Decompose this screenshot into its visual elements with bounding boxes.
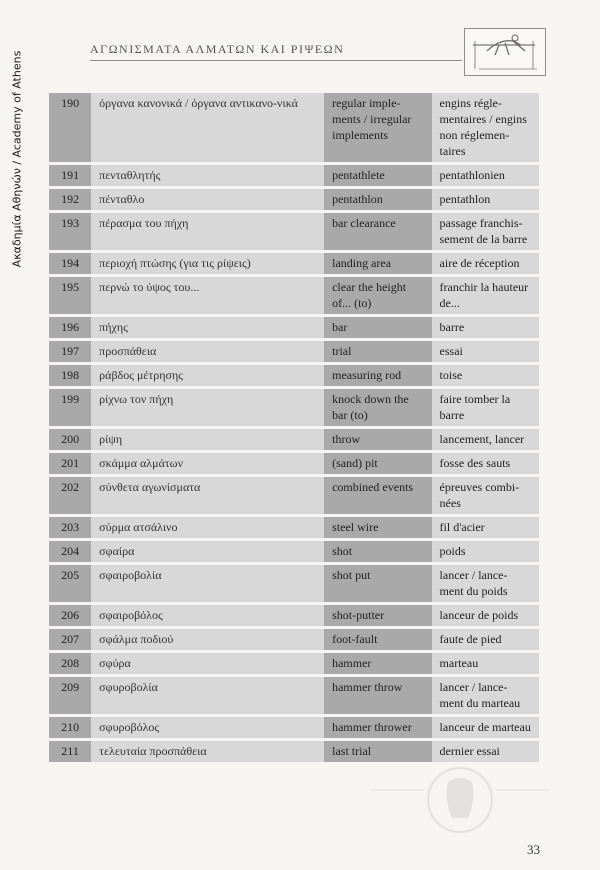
english-term: foot-fault: [324, 629, 431, 650]
greek-term: πένταθλο: [91, 189, 324, 210]
table-row: [49, 93, 539, 162]
english-term: (sand) pit: [324, 453, 431, 474]
english-term: clear the height of... (to): [324, 277, 431, 314]
entry-number: 191: [49, 165, 91, 186]
entry-number: 192: [49, 189, 91, 210]
english-term: shot-putter: [324, 605, 431, 626]
greek-term: περιοχή πτώσης (για τις ρίψεις): [91, 253, 324, 274]
french-term: essai: [432, 341, 539, 362]
french-term: fil d'acier: [432, 517, 539, 538]
greek-term: πενταθλητής: [91, 165, 324, 186]
greek-term: όργανα κανονικά / όργανα αντικανο-νικά: [91, 93, 324, 162]
table-row: [49, 741, 539, 762]
english-term: bar clearance: [324, 213, 431, 250]
french-term: passage franchis-sement de la barre: [432, 213, 539, 250]
entry-number: 206: [49, 605, 91, 626]
entry-number: 204: [49, 541, 91, 562]
greek-term: σκάμμα αλμάτων: [91, 453, 324, 474]
entry-number: 196: [49, 317, 91, 338]
entry-number: 208: [49, 653, 91, 674]
greek-term: σφάλμα ποδιού: [91, 629, 324, 650]
entry-number: 202: [49, 477, 91, 514]
greek-term: ράβδος μέτρησης: [91, 365, 324, 386]
entry-number: 201: [49, 453, 91, 474]
greek-term: σύρμα ατσάλινο: [91, 517, 324, 538]
greek-term: σφυροβολία: [91, 677, 324, 714]
table-row: [49, 629, 539, 650]
french-term: pentathlon: [432, 189, 539, 210]
french-term: pentathlonien: [432, 165, 539, 186]
entry-number: 211: [49, 741, 91, 762]
entry-number: 209: [49, 677, 91, 714]
table-row: [49, 653, 539, 674]
table-row: [49, 365, 539, 386]
greek-term: προσπάθεια: [91, 341, 324, 362]
english-term: hammer thrower: [324, 717, 431, 738]
english-term: pentathlete: [324, 165, 431, 186]
entry-number: 203: [49, 517, 91, 538]
greek-term: τελευταία προσπάθεια: [91, 741, 324, 762]
table-row: [49, 453, 539, 474]
english-term: steel wire: [324, 517, 431, 538]
table-row: [49, 517, 539, 538]
table-row: [49, 565, 539, 602]
french-term: marteau: [432, 653, 539, 674]
english-term: landing area: [324, 253, 431, 274]
greek-term: ρίψη: [91, 429, 324, 450]
table-row: [49, 189, 539, 210]
table-row: [49, 541, 539, 562]
french-term: lancer / lance-ment du poids: [432, 565, 539, 602]
greek-term: σφαίρα: [91, 541, 324, 562]
entry-number: 199: [49, 389, 91, 426]
table-row: [49, 341, 539, 362]
entry-number: 190: [49, 93, 91, 162]
greek-term: σφυροβόλος: [91, 717, 324, 738]
english-term: hammer throw: [324, 677, 431, 714]
table-row: [49, 213, 539, 250]
table-row: [49, 317, 539, 338]
entry-number: 197: [49, 341, 91, 362]
french-term: lancer / lance-ment du marteau: [432, 677, 539, 714]
french-term: lancement, lancer: [432, 429, 539, 450]
table-row: [49, 605, 539, 626]
french-term: fosse des sauts: [432, 453, 539, 474]
page-number: 33: [527, 842, 540, 857]
french-term: engins régle-mentaires / engins non réglemen-taires: [432, 93, 539, 162]
english-term: shot put: [324, 565, 431, 602]
french-term: dernier essai: [432, 741, 539, 762]
french-term: lanceur de poids: [432, 605, 539, 626]
table-row: [49, 165, 539, 186]
greek-term: πέρασμα του πήχη: [91, 213, 324, 250]
entry-number: 193: [49, 213, 91, 250]
greek-term: ρίχνω τον πήχη: [91, 389, 324, 426]
english-term: trial: [324, 341, 431, 362]
greek-term: σφαιροβόλος: [91, 605, 324, 626]
entry-number: 200: [49, 429, 91, 450]
french-term: barre: [432, 317, 539, 338]
french-term: aire de réception: [432, 253, 539, 274]
french-term: poids: [432, 541, 539, 562]
english-term: shot: [324, 541, 431, 562]
table-row: [49, 677, 539, 714]
french-term: faire tomber la barre: [432, 389, 539, 426]
high-jump-athlete-icon: [464, 28, 546, 76]
french-term: lanceur de marteau: [432, 717, 539, 738]
english-term: last trial: [324, 741, 431, 762]
french-term: toise: [432, 365, 539, 386]
french-term: épreuves combi-nées: [432, 477, 539, 514]
side-credit-text: Ακαδημία Αθηνών / Academy of Athens: [10, 50, 24, 268]
table-row: [49, 717, 539, 738]
running-header-title: ΑΓΩΝΙΣΜΑΤΑ ΑΛΜΑΤΩΝ ΚΑΙ ΡΙΨΕΩΝ: [90, 42, 345, 56]
greek-term: περνώ το ύψος του...: [91, 277, 324, 314]
table-row: [49, 389, 539, 426]
table-row: [49, 477, 539, 514]
english-term: bar: [324, 317, 431, 338]
terms-table: [49, 90, 539, 765]
english-term: knock down the bar (to): [324, 389, 431, 426]
terms-body: [49, 93, 539, 762]
table-row: [49, 429, 539, 450]
entry-number: 195: [49, 277, 91, 314]
english-term: hammer: [324, 653, 431, 674]
english-term: regular imple-ments / irregular implements: [324, 93, 431, 162]
english-term: pentathlon: [324, 189, 431, 210]
greek-term: σφύρα: [91, 653, 324, 674]
table-row: [49, 277, 539, 314]
greek-term: πήχης: [91, 317, 324, 338]
english-term: combined events: [324, 477, 431, 514]
academy-watermark: [360, 760, 560, 840]
header-rule: [90, 60, 462, 61]
greek-term: σύνθετα αγωνίσματα: [91, 477, 324, 514]
entry-number: 210: [49, 717, 91, 738]
side-credit: [6, 34, 28, 284]
entry-number: 207: [49, 629, 91, 650]
french-term: faute de pied: [432, 629, 539, 650]
english-term: throw: [324, 429, 431, 450]
entry-number: 198: [49, 365, 91, 386]
english-term: measuring rod: [324, 365, 431, 386]
french-term: franchir la hauteur de...: [432, 277, 539, 314]
table-row: [49, 253, 539, 274]
entry-number: 205: [49, 565, 91, 602]
greek-term: σφαιροβολία: [91, 565, 324, 602]
entry-number: 194: [49, 253, 91, 274]
